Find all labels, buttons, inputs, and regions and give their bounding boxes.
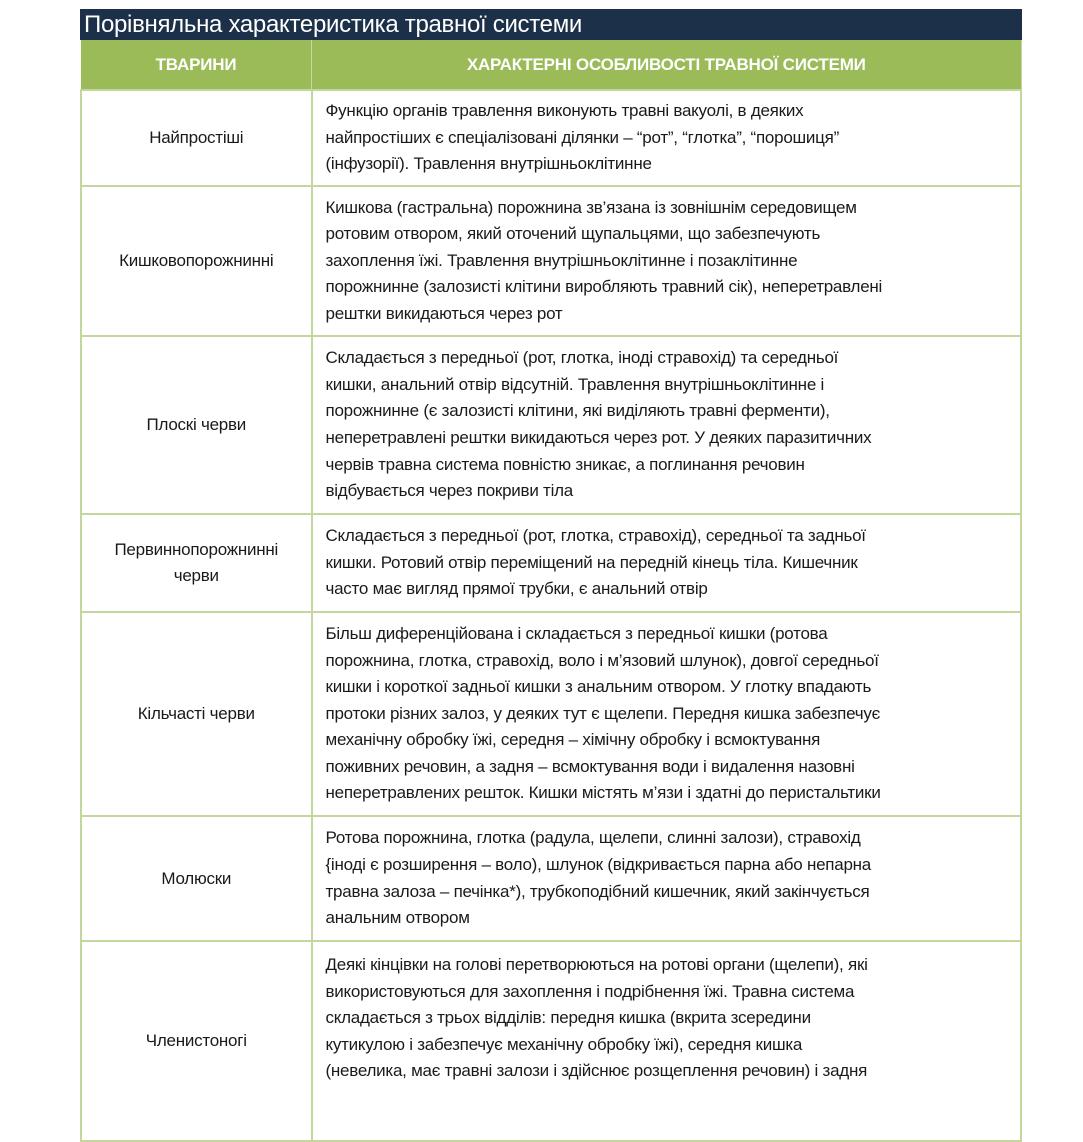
table-row: [81, 514, 1021, 612]
page-title: Порівняльна характеристика травної системи: [80, 9, 1022, 40]
description-line: неперетравлені рештки викидаються через рот. У деяких паразитичних: [325, 428, 872, 447]
animal-name: черви: [173, 566, 219, 585]
description-cell: [312, 514, 1022, 612]
animal-cell: [81, 90, 312, 186]
description-line: кишки, анальний отвір відсутній. Травлення внутрішньоклітинне і: [325, 374, 825, 394]
table-row: [81, 186, 1021, 336]
table-row: [81, 90, 1021, 186]
description-line: рештки викидаються через рот: [325, 303, 563, 323]
description-line: Складається з передньої (рот, глотка, іноді стравохід) та середньої: [325, 348, 839, 368]
description-line: анальним отвором: [325, 908, 470, 928]
description-line: (інфузорії). Травлення внутрішньоклітинне: [325, 154, 652, 174]
description-line: порожнина, глотка, стравохід, воло і м’язовий шлунок), довгої середньої: [325, 650, 879, 670]
description-line: Кишкова (гастральна) порожнина зв’язана із зовнішнім середовищем: [325, 197, 857, 217]
animal-name: Кільчасті черви: [137, 704, 255, 723]
description-line: часто має вигляд прямої трубки, є анальний отвір: [325, 579, 708, 599]
animal-cell: [81, 612, 312, 816]
description-line: порожнинне (залозисті клітини виробляють травний сік), неперетравлені: [325, 277, 883, 297]
description-line: {іноді є розширення – воло), шлунок (відкривається парна або непарна: [325, 854, 872, 874]
description-line: механічну обробку їжі, середня – хімічну обробку і всмоктування: [325, 730, 821, 750]
table-row: [81, 941, 1021, 1141]
description-line: найпростіших є спеціалізовані ділянки – “рот”, “глотка”, “порошиця”: [325, 127, 840, 147]
description-line: неперетравлених решток. Кишки містять м’язи і здатні до перистальтики: [325, 783, 881, 803]
animal-cell: [81, 336, 312, 514]
description-line: Деякі кінцівки на голові перетворюються на ротові органи (щелепи), які: [325, 955, 868, 974]
description-line: поживних речовин, а задня – всмоктування води і видалення назовні: [325, 756, 855, 776]
description-cell: [312, 90, 1022, 186]
description-line: кишки і короткої задньої кишки з анальним отвором. У глотку впадають: [325, 677, 872, 697]
description-line: кишки. Ротовий отвір переміщений на передній кінець тіла. Кишечник: [325, 552, 858, 572]
animal-name: Кишковопорожнинні: [119, 251, 274, 270]
description-line: складається з трьох відділів: передня кишка (вкрита зсередини: [325, 1008, 811, 1028]
description-line: використовуються для захоплення і подрібнення їжі. Травна система: [325, 981, 855, 1001]
description-cell: [312, 816, 1022, 941]
description-line: (невелика, має травні залози і здійснює розщеплення речовин) і задня: [325, 1061, 868, 1081]
table-row: [81, 336, 1021, 514]
animal-cell: [81, 941, 312, 1141]
description-line: травна залоза – печінка*), трубкоподібний кишечник, який закінчується: [325, 881, 870, 901]
table-row: [81, 816, 1021, 941]
description-cell: [312, 941, 1022, 1141]
description-line: ротовим отвором, який оточений щупальцями, що забезпечують: [325, 224, 821, 244]
animal-cell: [81, 514, 312, 612]
description-line: Функцію органів травлення виконують травні вакуолі, в деяких: [325, 101, 804, 121]
animal-name: Первиннопорожнинні: [114, 540, 279, 559]
description-cell: [312, 186, 1022, 336]
animal-cell: [81, 186, 312, 336]
description-line: протоки різних залоз, у деяких тут є щелепи. Передня кишка забезпечує: [325, 703, 881, 723]
digestive-system-table: [80, 40, 1022, 1142]
animal-name: Плоскі черви: [146, 415, 246, 434]
animal-name: Молюски: [161, 868, 232, 888]
description-line: порожнинне (є залозисті клітини, які виділяють травні ферменти),: [325, 401, 830, 421]
description-cell: [312, 612, 1022, 816]
description-line: Більш диференційована і складається з передньої кишки (ротова: [325, 623, 828, 643]
header-features: ХАРАКТЕРНІ ОСОБЛИВОСТІ ТРАВНОЇ СИСТЕМИ: [312, 40, 1022, 90]
description-line: Складається з передньої (рот, глотка, стравохід), середньої та задньої: [325, 526, 866, 546]
animal-cell: [81, 816, 312, 941]
animal-name: Найпростіші: [149, 128, 244, 147]
description-line: Ротова порожнина, глотка (радула, щелепи, слинні залози), стравохід: [325, 828, 861, 848]
description-line: відбувається через покриви тіла: [325, 481, 573, 501]
header-animals: ТВАРИНИ: [81, 40, 312, 90]
description-line: червів травна система повністю зникає, а поглинання речовин: [325, 454, 805, 474]
description-cell: [312, 336, 1022, 514]
description-line: кутикулою і забезпечує механічну обробку їжі), середня кишка: [325, 1034, 803, 1054]
table-row: [81, 612, 1021, 816]
animal-name: Членистоногі: [145, 1031, 247, 1050]
description-line: захоплення їжі. Травлення внутрішньоклітинне і позаклітинне: [325, 250, 798, 270]
table-header-row: [81, 40, 1021, 90]
